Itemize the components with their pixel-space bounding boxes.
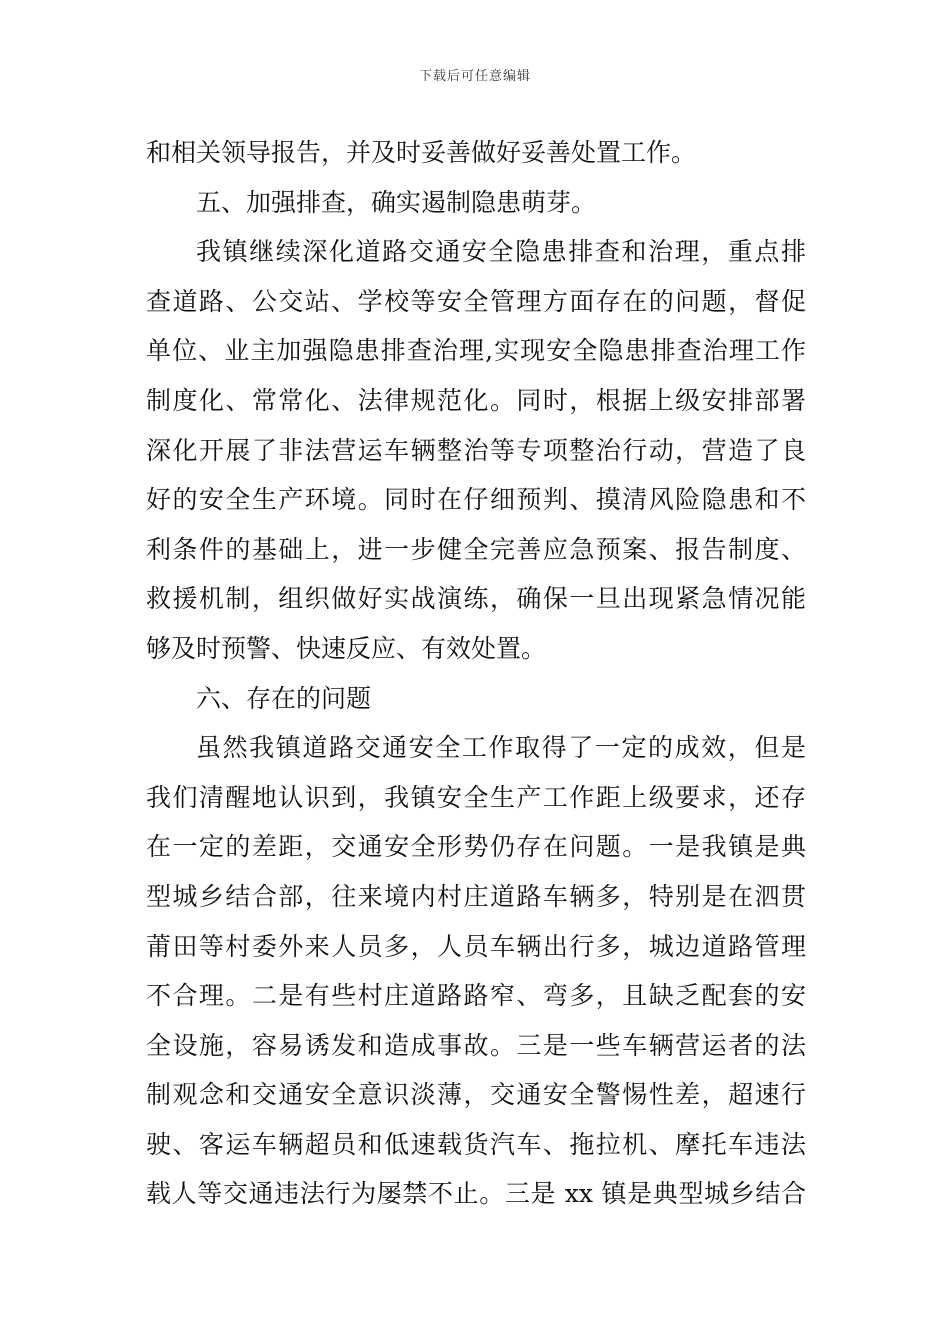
text-line: 利条件的基础上，进一步健全完善应急预案、报告制度、 [146,534,806,564]
text-line: 莆田等村委外来人员多，人员车辆出行多，城边道路管理 [146,931,806,961]
text-line: 救援机制，组织做好实战演练，确保一旦出现紧急情况能 [146,584,806,614]
text-line: 型城乡结合部，往来境内村庄道路车辆多，特别是在泗贯 [146,881,806,911]
text-line: 驶、客运车辆超员和低速载货汽车、拖拉机、摩托车违法 [146,1129,806,1159]
text-line: 五、加强排查，确实遏制隐患萌芽。 [196,187,597,217]
text-line: 够及时预警、快速反应、有效处置。 [146,633,547,663]
text-line: 不合理。二是有些村庄道路路窄、弯多，且缺乏配套的安 [146,981,806,1011]
text-line: 我镇继续深化道路交通安全隐患排查和治理，重点排 [196,237,806,267]
page-header-note: 下载后可任意编辑 [418,69,531,84]
text-line: 六、存在的问题 [196,683,372,713]
text-line: 和相关领导报告，并及时妥善做好妥善处置工作。 [146,138,697,167]
text-line: 单位、业主加强隐患排查治理,实现安全隐患排查治理工作 [146,336,806,366]
text-line: 查道路、公交站、学校等安全管理方面存在的问题，督促 [146,286,806,316]
text-line: 好的安全生产环境。同时在仔细预判、摸清风险隐患和不 [146,485,806,515]
text-line: 深化开展了非法营运车辆整治等专项整治行动，营造了良 [146,435,806,465]
text-line: 我们清醒地认识到，我镇安全生产工作距上级要求，还存 [146,782,806,812]
text-line: 制观念和交通安全意识淡薄，交通安全警惕性差，超速行 [146,1080,806,1110]
text-line: 制度化、常常化、法律规范化。同时，根据上级安排部署 [146,385,806,415]
text-line: 载人等交通违法行为屡禁不止。三是 xx 镇是典型城乡结合 [146,1179,806,1209]
text-line: 在一定的差距，交通安全形势仍存在问题。一是我镇是典 [146,832,806,862]
text-line: 全设施，容易诱发和造成事故。三是一些车辆营运者的法 [146,1030,806,1060]
text-line: 虽然我镇道路交通安全工作取得了一定的成效，但是 [196,733,806,763]
document-body [146,128,806,1219]
